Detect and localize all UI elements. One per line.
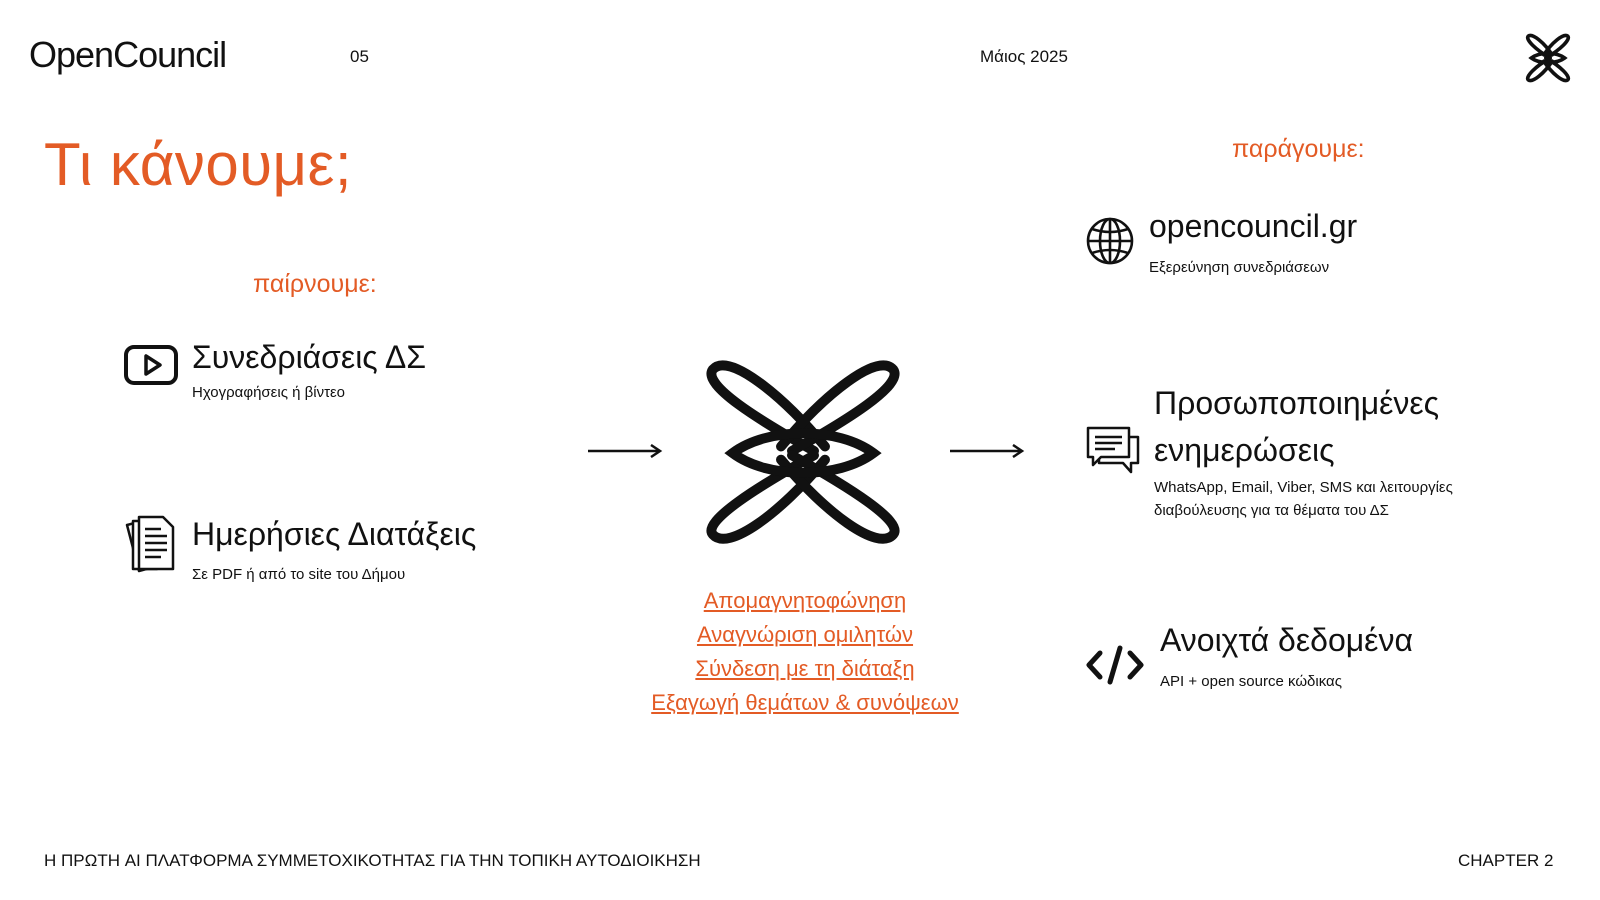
documents-icon (121, 513, 179, 575)
output-title-updates-line1: Προσωποποιημένες (1154, 385, 1440, 421)
output-desc-website: Εξερεύνηση συνεδριάσεων (1149, 259, 1330, 276)
output-desc-updates-line1: WhatsApp, Email, Viber, SMS και λειτουργίες (1154, 479, 1453, 496)
arrow-right-icon (587, 444, 663, 458)
outputs-label: παράγουμε: (1232, 135, 1365, 163)
input-title-agendas: Ημερήσιες Διατάξεις (192, 516, 477, 552)
input-title-meetings: Συνεδριάσεις ΔΣ (192, 339, 426, 375)
output-title-open-data: Ανοιχτά δεδομένα (1160, 622, 1413, 658)
input-desc-meetings: Ηχογραφήσεις ή βίντεο (192, 384, 346, 401)
globe-icon (1085, 216, 1135, 266)
step-link-speaker-recognition[interactable]: Αναγνώριση ομιλητών (696, 622, 914, 647)
brand-name: OpenCouncil (29, 34, 227, 75)
step-link-topic-extraction[interactable]: Εξαγωγή θεμάτων & συνόψεων (651, 690, 959, 715)
chat-bubbles-icon (1085, 425, 1141, 475)
process-steps (580, 584, 1030, 720)
inputs-label: παίρνουμε: (253, 270, 377, 298)
output-title-updates-line2: ενημερώσεις (1154, 432, 1335, 468)
footer-chapter: CHAPTER 2 (1458, 851, 1554, 870)
output-title-website: opencouncil.gr (1149, 208, 1358, 244)
footer-tagline: Η ΠΡΩΤΗ AI ΠΛΑΤΦΟΡΜΑ ΣΥΜΜΕΤΟΧΙΚΟΤΗΤΑΣ ΓΙΑ ΤΗΝ ΤΟΠΙΚΗ ΑΥΤΟΔΙΟΙΚΗΣΗ (44, 851, 701, 870)
step-link-agenda-linking[interactable]: Σύνδεση με τη διάταξη (695, 656, 915, 681)
output-desc-updates-line2: διαβούλευσης για τα θέματα του ΔΣ (1154, 502, 1389, 519)
page-number: 05 (350, 47, 369, 66)
input-desc-agendas: Σε PDF ή από το site του Δήμου (192, 566, 406, 583)
page-title: Τι κάνουμε; (44, 131, 353, 198)
code-icon (1085, 643, 1145, 687)
butterfly-logo-icon (693, 358, 913, 546)
butterfly-logo-icon (1518, 32, 1578, 84)
output-desc-open-data: API + open source κώδικας (1160, 673, 1342, 690)
video-play-icon (123, 343, 179, 387)
step-link-transcription[interactable]: Απομαγνητοφώνηση (703, 588, 907, 613)
date: Μάιος 2025 (980, 47, 1068, 66)
arrow-right-icon (949, 444, 1025, 458)
